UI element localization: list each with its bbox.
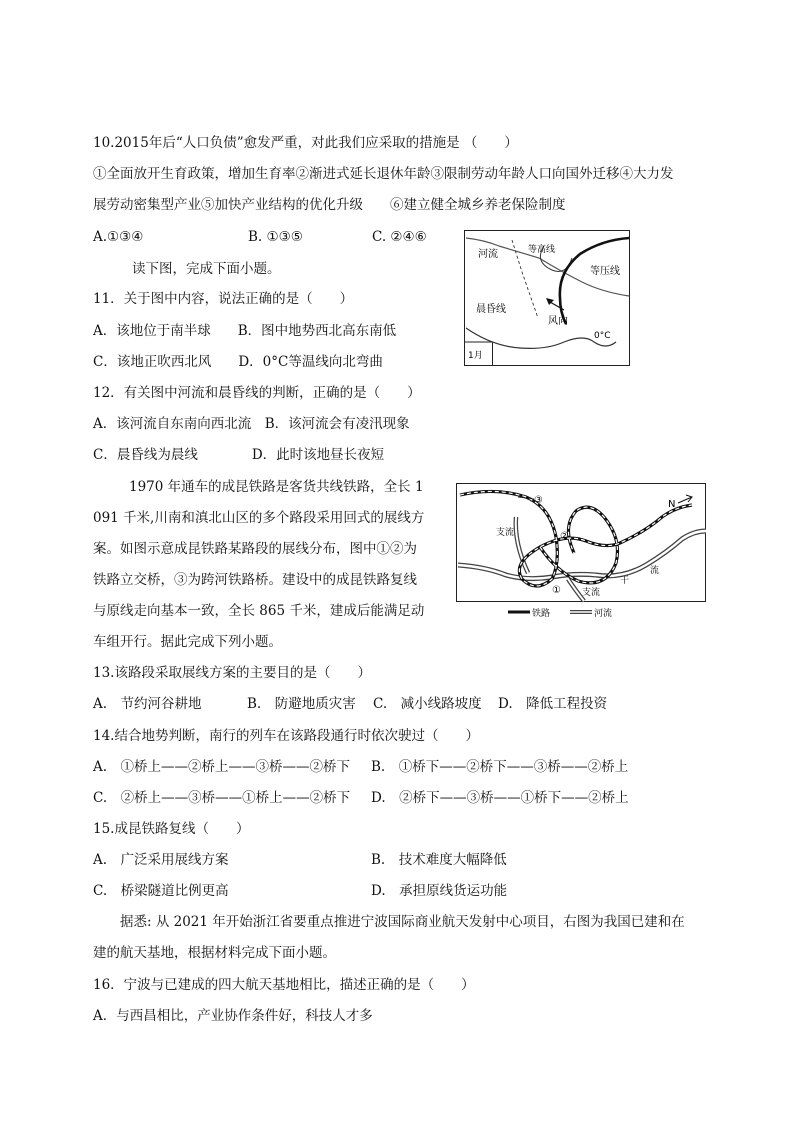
q11-choices-cd: C．该地正吹西北风 D．0°C等温线向北弯曲 <box>93 354 383 370</box>
q12-choices-ab: A．该河流自东南向西北流 B．该河流会有凌汛现象 <box>93 416 410 432</box>
label-mark1: ① <box>552 585 561 596</box>
q14-stem: 14.结合地势判断，南行的列车在该路段通行时依次驶过（ ） <box>93 728 479 744</box>
q15-choice-d: D. 承担原线货运功能 <box>371 883 508 899</box>
q16-stem: 16．宁波与已建成的四大航天基地相比，描述正确的是（ ） <box>93 977 475 993</box>
passage3-line2: 建的航天基地，根据材料完成下面小题。 <box>93 945 336 961</box>
q15-stem: 15.成昆铁路复线（ ） <box>93 821 250 837</box>
label-north: N <box>668 499 676 510</box>
label-isobar: 等压线 <box>590 266 620 277</box>
q13-stem: 13.该路段采取展线方案的主要目的是（ ） <box>93 665 371 681</box>
passage2-line4: 铁路立交桥，③为跨河铁路桥。建设中的成昆铁路复线 <box>93 572 417 588</box>
q14-choice-d: D. ②桥下——③桥——①桥下——②桥上 <box>371 790 629 806</box>
label-river: 河流 <box>478 249 498 260</box>
legend-rail-label: 铁路 <box>532 609 551 619</box>
intro-read-figure: 读下图，完成下面小题。 <box>132 261 281 277</box>
q10-choice-b: B. ①③⑤ <box>248 229 303 245</box>
label-terminator: 晨昏线 <box>476 304 506 315</box>
passage3-line1: 据悉: 从 2021 年开始浙江省要重点推进宁波国际商业航天发射中心项目，右图为我国已建和在 <box>120 914 685 930</box>
q11-choices-ab: A．该地位于南半球 B．图中地势西北高东南低 <box>93 323 397 339</box>
label-main-gan: 干 <box>620 576 630 586</box>
q10-stem: 10.2015年后“人口负债”愈发严重，对此我们应采取的措施是 （ ） <box>93 135 518 151</box>
passage2-line6: 车组开行。据此完成下列小题。 <box>93 634 282 650</box>
q11-stem: 11．关于图中内容，说法正确的是（ ） <box>93 291 354 307</box>
label-mark3: ③ <box>534 495 543 506</box>
q15-choice-b: B. 技术难度大幅降低 <box>371 852 507 868</box>
weather-map-figure <box>464 230 630 366</box>
label-wind: 风向 <box>548 316 568 327</box>
q16-choice-a: A．与西昌相比，产业协作条件好，科技人才多 <box>93 1008 373 1024</box>
q13-choice-d: D. 降低工程投资 <box>498 696 608 712</box>
q13-choice-b: B. 防避地质灾害 <box>247 696 356 712</box>
label-tributary-2: 支流 <box>582 588 601 598</box>
label-mark2: ② <box>560 531 569 542</box>
label-contour: 等高线 <box>528 245 556 255</box>
q10-options-line1: ①全面放开生育政策，增加生育率②渐进式延长退休年龄③限制劳动年龄人口向国外迁移④大力发 <box>93 166 674 182</box>
passage2-line5: 与原线走向基本一致，全长 865 千米，建成后能满足动 <box>93 603 425 619</box>
q15-choice-a: A. 广泛采用展线方案 <box>93 852 229 868</box>
railway-map-figure <box>456 483 706 621</box>
passage2-line2: 091 千米,川南和滇北山区的多个路段采用回式的展线方 <box>93 510 425 526</box>
q14-choice-b: B. ①桥下——②桥下——③桥——②桥上 <box>371 759 629 775</box>
q10-choice-c: C. ②④⑥ <box>372 229 427 245</box>
q13-choice-c: C. 减小线路坡度 <box>373 696 482 712</box>
q14-choice-c: C. ②桥上——③桥——①桥上——②桥下 <box>93 790 351 806</box>
label-main-liu: 流 <box>650 566 660 576</box>
passage2-line3: 案。如图示意成昆铁路某路段的展线分布，图中①②为 <box>93 541 417 557</box>
q10-choice-a: A.①③④ <box>93 229 144 245</box>
q13-choice-a: A. 节约河谷耕地 <box>93 696 202 712</box>
q14-choice-a: A. ①桥上——②桥上——③桥——②桥下 <box>93 759 351 775</box>
label-isotherm: 0°C <box>594 331 611 341</box>
q15-choice-c: C. 桥梁隧道比例更高 <box>93 883 229 899</box>
legend-river-label: 河流 <box>594 609 613 619</box>
label-tributary-1: 支流 <box>496 528 515 538</box>
q12-choices-cd: C．晨昏线为晨线 D．此时该地昼长夜短 <box>93 447 385 463</box>
q10-options-line2: 展劳动密集型产业⑤加快产业结构的优化升级 ⑥建立健全城乡养老保险制度 <box>93 197 566 213</box>
label-month: 1月 <box>468 351 483 361</box>
passage2-line1: 1970 年通车的成昆铁路是客货共线铁路，全长 1 <box>129 479 424 495</box>
q12-stem: 12．有关图中河流和晨昏线的判断，正确的是（ ） <box>93 385 421 401</box>
